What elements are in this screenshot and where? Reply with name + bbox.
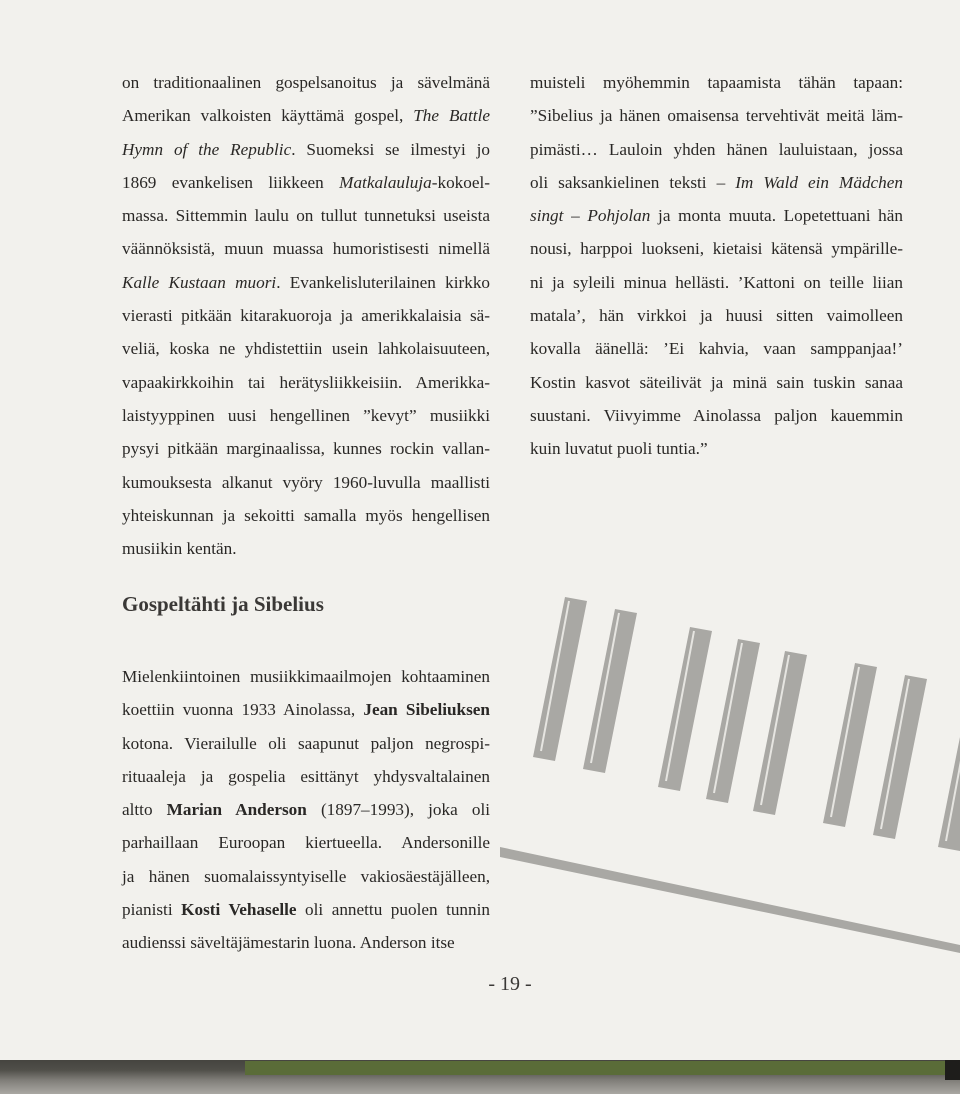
text-run: kovalla äänellä: ’Ei kahvia, vaan samppanjaa!’ xyxy=(530,339,903,359)
text-line xyxy=(530,299,903,332)
text-line xyxy=(122,199,490,232)
text-line xyxy=(530,266,903,299)
text-run: altto xyxy=(122,800,167,820)
text-line xyxy=(530,432,903,465)
text-run: . Evankelisluterilainen kirkko xyxy=(276,272,491,292)
spine-green-band xyxy=(245,1061,945,1075)
page-number: - 19 - xyxy=(488,973,532,995)
text-run: massa. Sittemmin laulu on tullut tunnetuksi useista xyxy=(122,206,490,226)
text-run: ja monta muuta. Lopetettuani hän xyxy=(650,206,903,226)
text-run: kuin luvatut puoli tuntia.” xyxy=(530,439,708,459)
text-run: parhaillaan Euroopan kiertueella. Andersonille xyxy=(122,833,490,853)
text-line xyxy=(122,826,490,859)
text-line xyxy=(122,299,490,332)
text-run: musiikin kentän. xyxy=(122,539,237,559)
text-run: vierasti pitkään kitarakuoroja ja amerikkalaisia sä- xyxy=(122,306,490,326)
black-key xyxy=(583,609,637,773)
spine-dark-corner xyxy=(945,1060,960,1080)
text-run: on traditionaalinen gospelsanoitus ja sävelmänä xyxy=(122,73,490,92)
white-keys-front-edge xyxy=(500,847,960,953)
text-line xyxy=(530,166,903,199)
text-run: rituaaleja ja gospelia esittänyt yhdysvaltalainen xyxy=(122,766,490,786)
left-column-top-text xyxy=(122,66,490,565)
black-key xyxy=(533,597,587,761)
text-run: koettiin vuonna 1933 Ainolassa, xyxy=(122,700,364,720)
text-line xyxy=(122,399,490,432)
text-line xyxy=(122,793,490,826)
bold-run: Marian Anderson xyxy=(166,800,307,820)
text-line xyxy=(122,660,490,693)
text-run: pimästi… Lauloin yhden hänen lauluistaan, jossa xyxy=(530,139,903,159)
right-column-text xyxy=(530,66,903,466)
text-line xyxy=(122,432,490,465)
bold-run: Kosti Vehaselle xyxy=(181,900,297,920)
text-line xyxy=(530,199,903,232)
text-run: Mielenkiintoinen musiikkimaailmojen kohtaaminen xyxy=(122,667,490,686)
text-run: yhteiskunnan ja sekoitti samalla myös hengellisen xyxy=(122,505,490,525)
italic-run: Matkalauluja xyxy=(339,172,432,192)
text-run: oli annettu puolen tunnin xyxy=(296,900,490,920)
text-line xyxy=(122,332,490,365)
text-line xyxy=(122,893,490,926)
italic-run: singt – Pohjolan xyxy=(530,206,651,226)
text-run: muisteli myöhemmin tapaamista tähän tapaan: xyxy=(530,73,903,92)
text-run: Kostin kasvot säteilivät ja minä sain tuskin sanaa xyxy=(530,372,903,392)
text-line xyxy=(530,99,903,132)
text-line xyxy=(530,66,903,99)
text-run: väännöksistä, muun muassa humoristisesti nimellä xyxy=(122,239,490,259)
black-key xyxy=(873,675,927,839)
text-run: 1869 evankelisen liikkeen xyxy=(122,172,340,192)
text-line xyxy=(530,232,903,265)
section-heading: Gospeltähti ja Sibelius xyxy=(122,592,324,616)
text-run: kotona. Vierailulle oli saapunut paljon negrospi- xyxy=(122,733,490,753)
text-run: laistyyppinen uusi hengellinen ”kevyt” musiikki xyxy=(122,405,490,425)
text-run: kumouksesta alkanut vyöry 1960-luvulla maallisti xyxy=(122,472,490,492)
text-line xyxy=(122,466,490,499)
left-column-bottom-text xyxy=(122,660,490,960)
text-line xyxy=(122,860,490,893)
text-run: matala’, hän virkkoi ja huusi sitten vaimolleen xyxy=(530,306,903,326)
text-run: (1897–1993), joka oli xyxy=(306,800,490,820)
text-run: ”Sibelius ja hänen omaisensa tervehtivät meitä läm- xyxy=(530,106,903,126)
text-run: pianisti xyxy=(122,900,182,920)
text-line xyxy=(122,760,490,793)
text-run: vapaakirkkoihin tai herätysliikkeisiin. Amerikka- xyxy=(122,372,490,392)
text-line xyxy=(122,166,490,199)
text-run: -kokoel- xyxy=(431,172,490,192)
text-line xyxy=(122,266,490,299)
text-line xyxy=(122,99,490,132)
italic-run: Hymn of the Republic xyxy=(122,139,292,159)
piano-keyboard-illustration xyxy=(500,585,960,965)
text-line xyxy=(122,693,490,726)
italic-run: Im Wald ein Mädchen xyxy=(735,172,903,192)
black-key xyxy=(823,663,877,827)
text-line xyxy=(122,66,490,99)
black-key xyxy=(706,639,760,803)
text-line xyxy=(122,133,490,166)
text-run: nousi, harppoi luokseni, kietaisi kätensä ympärille- xyxy=(530,239,903,259)
text-run: oli saksankielinen teksti – xyxy=(530,172,736,192)
text-line xyxy=(530,399,903,432)
italic-run: Kalle Kustaan muori xyxy=(122,272,277,292)
text-line xyxy=(530,332,903,365)
text-line xyxy=(122,232,490,265)
text-line xyxy=(122,499,490,532)
black-key xyxy=(753,651,807,815)
text-run: Amerikan valkoisten käyttämä gospel, xyxy=(122,106,414,126)
text-line xyxy=(122,366,490,399)
italic-run: The Battle xyxy=(413,106,490,126)
text-line xyxy=(530,133,903,166)
text-run: suustani. Viivyimme Ainolassa paljon kauemmin xyxy=(530,405,903,425)
text-run: ja hänen suomalaissyntyiselle vakiosäestäjälleen, xyxy=(122,866,490,886)
text-run: audienssi säveltäjämestarin luona. Anderson itse xyxy=(122,933,455,953)
text-run: veliä, koska ne yhdistettiin usein lahkolaisuuteen, xyxy=(122,339,490,359)
text-line xyxy=(530,366,903,399)
piano-keys xyxy=(500,597,960,953)
text-run: . Suomeksi se ilmestyi jo xyxy=(291,139,490,159)
black-key xyxy=(658,627,712,791)
text-run: pysyi pitkään marginaalissa, kunnes rockin vallan- xyxy=(122,439,490,459)
bold-run: Jean Sibeliuksen xyxy=(363,700,490,720)
text-line xyxy=(122,532,490,565)
text-line xyxy=(122,926,490,959)
text-line xyxy=(122,727,490,760)
text-run: ni ja syleili minua hellästi. ’Kattoni on teille liian xyxy=(530,272,903,292)
